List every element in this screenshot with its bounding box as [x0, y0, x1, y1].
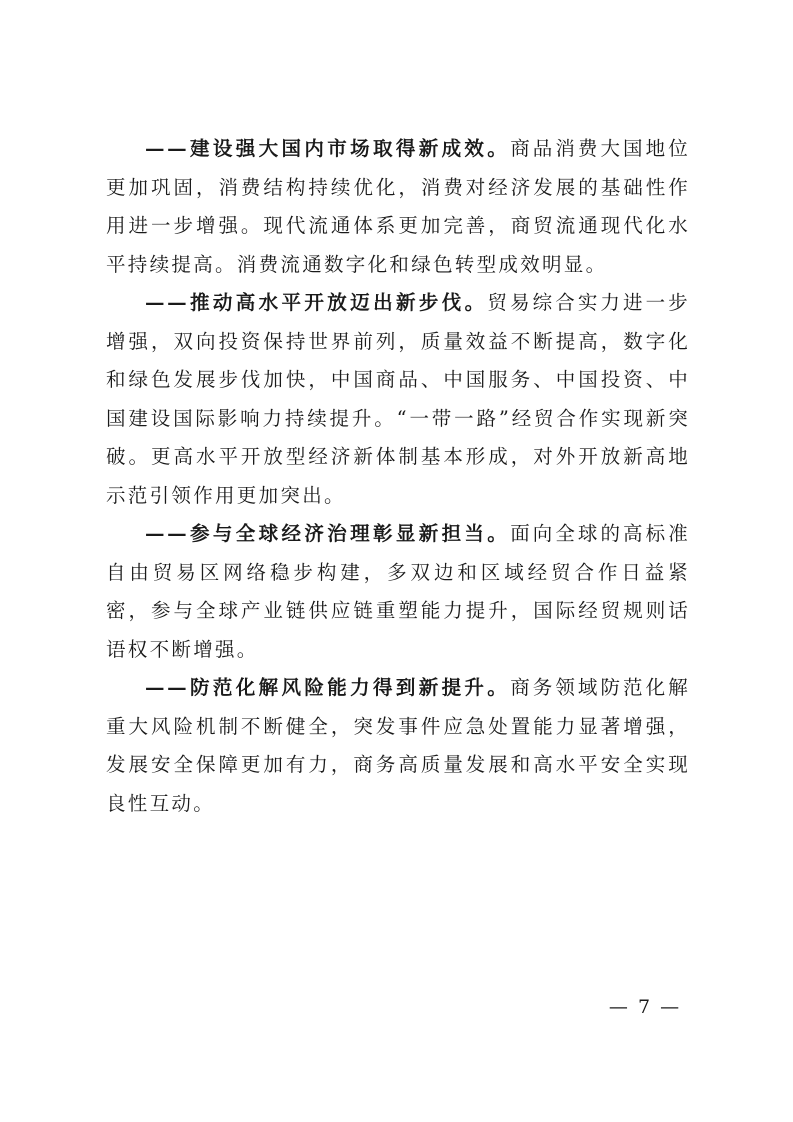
paragraph-lead: ——建设强大国内市场取得新成效。 — [145, 137, 511, 160]
paragraph-text: 商品消费大国地位更加巩固，消费结构持续优化，消费对经济发展的基础性作用进一步增强。现代流通体系更加完善，商贸流通现代化水平持续提高。消费流通数字化和绿色转型成效明显。 — [106, 137, 690, 276]
paragraph-lead: ——防范化解风险能力得到新提升。 — [145, 676, 511, 699]
paragraph-opening-up — [106, 284, 690, 515]
paragraph-global-governance — [106, 515, 690, 669]
paragraph-text: 商务领域防范化解重大风险机制不断健全，突发事件应急处置能力显著增强，发展安全保障更加有力，商务高质量发展和高水平安全实现良性互动。 — [106, 676, 690, 815]
paragraph-text: 贸易综合实力进一步增强，双向投资保持世界前列，质量效益不断提高，数字化和绿色发展步伐加快，中国商品、中国服务、中国投资、中国建设国际影响力持续提升。“一带一路”经贸合作实现新突破。更高水平开放型经济新体制基本形成，对外开放新高地示范引领作用更加突出。 — [106, 291, 690, 507]
paragraph-lead: ——参与全球经济治理彰显新担当。 — [145, 522, 511, 545]
document-body — [106, 130, 690, 823]
paragraph-risk-prevention — [106, 669, 690, 823]
paragraph-lead: ——推动高水平开放迈出新步伐。 — [145, 291, 488, 314]
page-number: — 7 — — [608, 996, 682, 1018]
paragraph-domestic-market — [106, 130, 690, 284]
paragraph-text: 面向全球的高标准自由贸易区网络稳步构建，多双边和区域经贸合作日益紧密，参与全球产业链供应链重塑能力提升，国际经贸规则话语权不断增强。 — [106, 522, 690, 661]
